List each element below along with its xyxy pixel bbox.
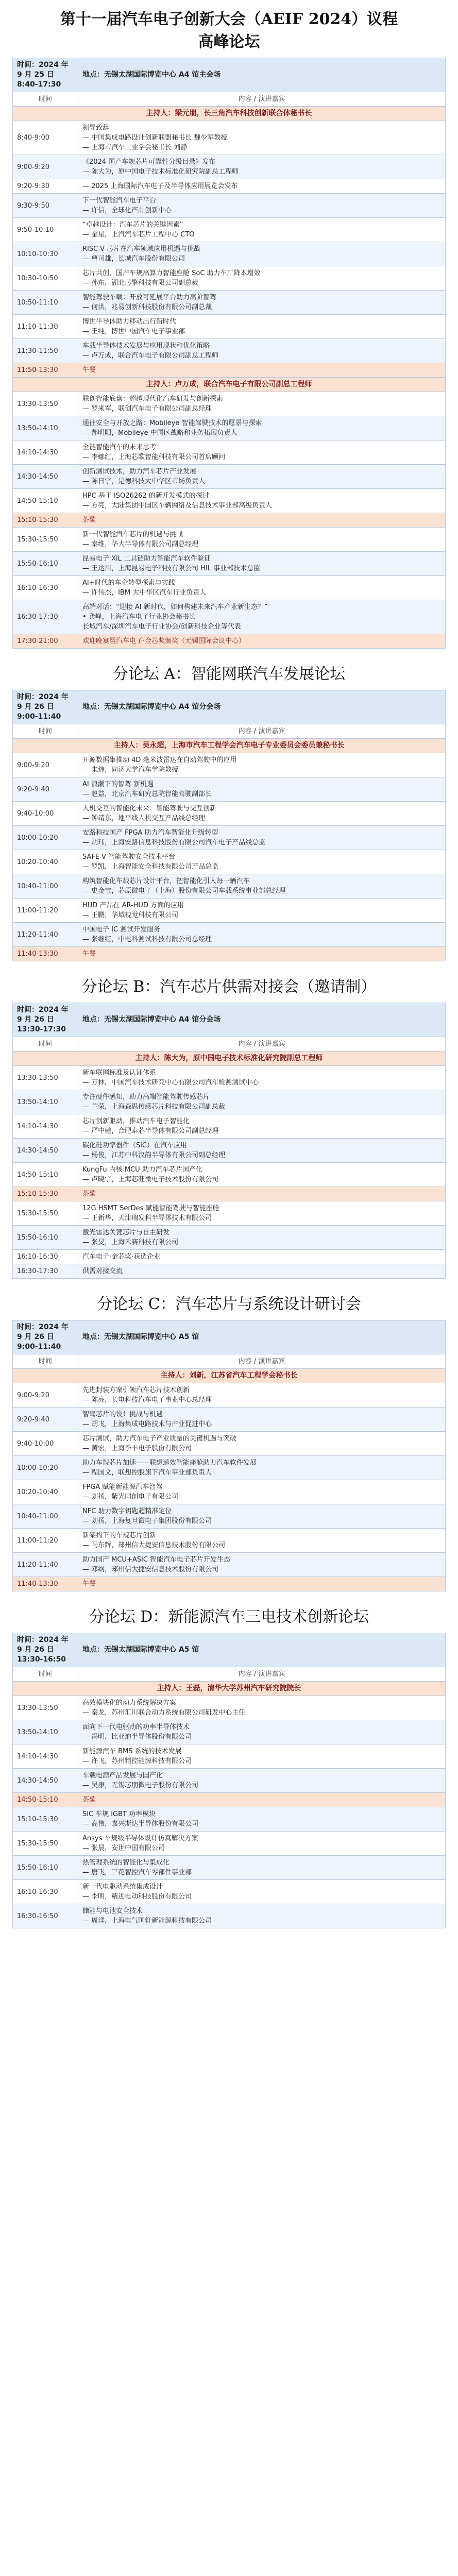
agenda-content: 智能驾驶车载：开放可延展平台助力高阶智驾 — 何洪，兆易创新科技股份有限公司副总裁 xyxy=(78,291,446,315)
forum-b-location: 地点：无锡太湖国际博览中心 A4 馆分会场 xyxy=(78,1003,446,1037)
agenda-time: 13:50-14:10 xyxy=(13,416,78,440)
agenda-row xyxy=(13,1856,446,1880)
agenda-row xyxy=(13,242,446,266)
forum-a-title xyxy=(12,663,446,686)
agenda-row xyxy=(13,1432,446,1456)
agenda-row xyxy=(13,1408,446,1432)
agenda-content: RISC-V 芯片在汽车领域应用机遇与挑战 — 曹可雄，长城汽车股份有限公司 xyxy=(78,242,446,266)
forum-d-host: 主持人：王磊，清华大学苏州汽车研究院院长 xyxy=(13,1682,446,1696)
main-time: 时间：2024 年 9 月 25 日 8:40-17:30 xyxy=(13,58,78,92)
agenda-row xyxy=(13,1114,446,1139)
agenda-content: 人机交互的智能化未来：智能驾驶与交互创新 — 钟靖东，地平线人机交互产品线总经理 xyxy=(78,802,446,826)
session-host: 主持人：梁元朋，长三角汽车科技创新联合体秘书长 xyxy=(13,107,446,121)
agenda-time: 16:30-17:30 xyxy=(13,1264,78,1279)
agenda-time: 10:50-11:10 xyxy=(13,291,78,315)
agenda-row xyxy=(13,1744,446,1769)
col-content-header: 内容 / 演讲嘉宾 xyxy=(78,1667,446,1682)
agenda-row xyxy=(13,179,446,194)
forum-c-prefix: 分论坛 C： xyxy=(97,1295,176,1313)
agenda-content: 供需对接交流 xyxy=(78,1264,446,1279)
agenda-row xyxy=(13,1529,446,1553)
agenda-content: AI 浪潮下的智驾 新机遇 — 赵益，北京汽车研究总院智能驾驶副部长 xyxy=(78,777,446,802)
agenda-row xyxy=(13,1250,446,1264)
agenda-time: 16:30-16:50 xyxy=(13,1904,78,1928)
agenda-row xyxy=(13,1480,446,1504)
agenda-content: 芯片测试，助力汽车电子产业质量的关键机遇与突破 — 黄宏，上海季丰电子股份有限公司 xyxy=(78,1432,446,1456)
agenda-content: 昆易电子 XiL 工具链助力智能汽车软件验证 — 王达川，上海昆易电子科技有限公司 HIL 事业部技术总监 xyxy=(78,552,446,576)
agenda-content: 车载电源产品发展与国产化 — 吴康，无锡芯朋微电子股份有限公司 xyxy=(78,1769,446,1793)
agenda-row xyxy=(13,416,446,440)
agenda-time: 15:50-16:10 xyxy=(13,1226,78,1250)
agenda-row xyxy=(13,552,446,576)
agenda-row xyxy=(13,1456,446,1480)
agenda-row xyxy=(13,874,446,899)
forum-b-title xyxy=(12,976,446,998)
agenda-row xyxy=(13,465,446,489)
agenda-row xyxy=(13,218,446,242)
agenda-content: 激光雷达关键芯片与自主研发 — 张旻，上海禾赛科技有限公司 xyxy=(78,1226,446,1250)
agenda-time: 15:10-15:30 xyxy=(13,513,78,528)
agenda-content: 创新测试技术，助力汽车芯片产业发展 — 陈日宇，是德科技大中华区市场负责人 xyxy=(78,465,446,489)
col-time-header: 时间 xyxy=(13,724,78,739)
agenda-content: 新一代电驱动系统集成设计 — 李明，精进电动科技股份有限公司 xyxy=(78,1880,446,1904)
forum-b-name: 汽车芯片供需对接会（邀请制） xyxy=(160,978,377,996)
agenda-content: SiC 车规 IGBT 功率模块 — 高伟，嘉兴斯达半导体股份有限公司 xyxy=(78,1807,446,1832)
session-host: 主持人：卢万成，联合汽车电子有限公司副总工程师 xyxy=(13,378,446,392)
agenda-time: 16:10-16:30 xyxy=(13,576,78,600)
agenda-time: 14:30-14:50 xyxy=(13,465,78,489)
agenda-time: 16:10-16:30 xyxy=(13,1250,78,1264)
agenda-row xyxy=(13,1720,446,1744)
break-row xyxy=(13,634,446,649)
agenda-content: 联创智能底盘：超越现代化汽车研发与创新探索 — 罗来军，联创汽车电子有限公司副总经理 xyxy=(78,392,446,416)
agenda-content: 下一代智能汽车电子平台 — 许信，全球化产品创新中心 xyxy=(78,194,446,218)
forum-c-title xyxy=(12,1293,446,1316)
agenda-content: 午餐 xyxy=(78,947,446,961)
agenda-content: 新能源汽车 BMS 系统的技术发展 — 许飞，苏州精控能源科技有限公司 xyxy=(78,1744,446,1769)
agenda-content: KungFu 内核 MCU 助力汽车芯片国产化 — 卢晓宇，上海芯旺微电子技术股份有限公司 xyxy=(78,1163,446,1187)
agenda-content: 碳化硅功率器件（SiC）在汽车应用 — 杨俊，江苏中科汉韵半导体有限公司副总经理 xyxy=(78,1139,446,1163)
agenda-time: 9:00-9:20 xyxy=(13,1383,78,1408)
agenda-row xyxy=(13,266,446,291)
agenda-content: 芯片共创，国产车规高算力智能座舱 SoC 助力车厂降本增效 — 孙东，湖北芯擎科技有限公司副总裁 xyxy=(78,266,446,291)
agenda-content: Ansys 车规级半导体设计仿真解决方案 — 张晨，安世中国有限公司 xyxy=(78,1832,446,1856)
agenda-content: 高端对话：“迎接 AI 新时代，如何构建未来汽车产业新生态？” • 龚峰，上海汽车电子行业协会秘书长 长城汽车/深圳汽车电子行业协会/创新科技企业等代表 xyxy=(78,600,446,634)
agenda-row xyxy=(13,339,446,363)
agenda-row xyxy=(13,1553,446,1577)
agenda-row xyxy=(13,291,446,315)
forum-b-table xyxy=(12,1003,446,1279)
agenda-time: 9:20-9:40 xyxy=(13,1408,78,1432)
agenda-time: 11:30-11:50 xyxy=(13,339,78,363)
forum-c-table xyxy=(12,1320,446,1591)
col-time-header: 时间 xyxy=(13,92,78,107)
agenda-content: 汽车电子·金芯奖·获选企业 xyxy=(78,1250,446,1264)
agenda-row xyxy=(13,1383,446,1408)
agenda-content: 助力车规芯片加速——联想速效智能座舱助力汽车软件发展 — 程国文，联想控股旗下汽车事业部负责人 xyxy=(78,1456,446,1480)
agenda-time: 10:20-10:40 xyxy=(13,850,78,874)
break-row xyxy=(13,513,446,528)
agenda-time: 13:30-13:50 xyxy=(13,1696,78,1720)
agenda-time: 9:20-9:30 xyxy=(13,179,78,194)
agenda-row xyxy=(13,121,446,155)
agenda-time: 10:00-10:20 xyxy=(13,826,78,850)
break-row xyxy=(13,1577,446,1591)
agenda-row xyxy=(13,1832,446,1856)
agenda-row xyxy=(13,1264,446,1279)
agenda-row xyxy=(13,1066,446,1090)
col-content-header: 内容 / 演讲嘉宾 xyxy=(78,1354,446,1369)
agenda-time: 11:40-13:30 xyxy=(13,947,78,961)
agenda-time: 9:00-9:20 xyxy=(13,155,78,179)
agenda-time: 13:50-14:10 xyxy=(13,1090,78,1114)
agenda-row xyxy=(13,1226,446,1250)
agenda-content: 茶歇 xyxy=(78,513,446,528)
break-row xyxy=(13,363,446,378)
agenda-time: 11:00-11:20 xyxy=(13,899,78,923)
forum-d-time: 时间：2024 年 9 月 26 日 13:30-16:50 xyxy=(13,1633,78,1667)
agenda-time: 17:30-21:00 xyxy=(13,634,78,649)
forum-d-title xyxy=(12,1606,446,1629)
agenda-time: 15:30-15:50 xyxy=(13,1201,78,1226)
main-agenda-table xyxy=(12,58,446,649)
agenda-time: 11:00-11:20 xyxy=(13,1529,78,1553)
agenda-time: 14:30-14:50 xyxy=(13,1769,78,1793)
forum-c-name: 汽车芯片与系统设计研讨会 xyxy=(175,1295,361,1313)
agenda-time: 14:50-15:10 xyxy=(13,1163,78,1187)
agenda-row xyxy=(13,600,446,634)
agenda-row xyxy=(13,899,446,923)
agenda-content: 新一代智能汽车芯片的机遇与挑战 — 秦维，华大半导体有限公司副总经理 xyxy=(78,528,446,552)
agenda-row xyxy=(13,1696,446,1720)
forum-b-time: 时间：2024 年 9 月 26 日 13:30-17:30 xyxy=(13,1003,78,1037)
agenda-time: 10:40-11:00 xyxy=(13,874,78,899)
agenda-time: 13:30-13:50 xyxy=(13,1066,78,1090)
agenda-time: 11:40-13:30 xyxy=(13,1577,78,1591)
agenda-time: 15:30-15:50 xyxy=(13,1832,78,1856)
agenda-row xyxy=(13,802,446,826)
session-host-row xyxy=(13,378,446,392)
forum-a-location: 地点：无锡太湖国际博览中心 A4 馆分会场 xyxy=(78,690,446,724)
agenda-content: HUD 产品在 AR-HUD 方面的应用 — 王鹏，华域视觉科技有限公司 xyxy=(78,899,446,923)
forum-d-prefix: 分论坛 D： xyxy=(89,1608,168,1626)
agenda-time: 15:10-15:30 xyxy=(13,1807,78,1832)
agenda-time: 10:20-10:40 xyxy=(13,1480,78,1504)
agenda-content: 午餐 xyxy=(78,1577,446,1591)
forum-b-prefix: 分论坛 B： xyxy=(81,978,160,996)
agenda-time: 16:30-17:30 xyxy=(13,600,78,634)
forum-c-time: 时间：2024 年 9 月 26 日 9:00-11:40 xyxy=(13,1320,78,1354)
agenda-content: HPC 基于 ISO26262 的新开发模式的探讨 — 方亮，大陆集团中国区车辆网络及信息技术事业部高级负责人 xyxy=(78,489,446,513)
agenda-row xyxy=(13,1807,446,1832)
agenda-time: 10:00-10:20 xyxy=(13,1456,78,1480)
agenda-row xyxy=(13,1139,446,1163)
col-content-header: 内容 / 演讲嘉宾 xyxy=(78,1037,446,1052)
col-content-header: 内容 / 演讲嘉宾 xyxy=(78,92,446,107)
agenda-content: — 2025 上海国际汽车电子及半导体应用展览会发布 xyxy=(78,179,446,194)
agenda-content: 热管理系统的智能化与集成化 — 唐飞，三花智控汽车零部件事业部 xyxy=(78,1856,446,1880)
agenda-time: 10:30-10:50 xyxy=(13,266,78,291)
forum-d-name: 新能源汽车三电技术创新论坛 xyxy=(168,1608,369,1626)
agenda-content: NFC 助力数字钥匙超精准定位 — 刘扬，上海复旦微电子集团股份有限公司 xyxy=(78,1504,446,1529)
agenda-time: 10:40-11:00 xyxy=(13,1504,78,1529)
agenda-time: 11:10-11:30 xyxy=(13,315,78,339)
agenda-content: 高效模块化的动力系统解决方案 — 秦龙，苏州汇川联合动力系统有限公司研发中心主任 xyxy=(78,1696,446,1720)
forum-a-time: 时间：2024 年 9 月 26 日 9:00-11:40 xyxy=(13,690,78,724)
agenda-time: 9:40-10:00 xyxy=(13,802,78,826)
agenda-content: SAFE-V 智能驾驶安全技术平台 — 罗凯，上海智能安全科技有限公司产品总监 xyxy=(78,850,446,874)
agenda-row xyxy=(13,1769,446,1793)
agenda-content: FPGA 赋能新能源汽车智驾 — 刘扬，紫光同创电子有限公司 xyxy=(78,1480,446,1504)
agenda-time: 14:10-14:30 xyxy=(13,1744,78,1769)
forum-c-location: 地点：无锡太湖国际博览中心 A5 馆 xyxy=(78,1320,446,1354)
agenda-content: 助力国产 MCU+ASIC 智能汽车电子芯片开发生态 — 邓纲，郑州信大捷安信息技术股份有限公司 xyxy=(78,1553,446,1577)
agenda-time: 11:20-11:40 xyxy=(13,1553,78,1577)
agenda-row xyxy=(13,1880,446,1904)
agenda-time: 13:30-13:50 xyxy=(13,392,78,416)
agenda-row xyxy=(13,1904,446,1928)
col-content-header: 内容 / 演讲嘉宾 xyxy=(78,724,446,739)
forum-d-location: 地点：无锡太湖国际博览中心 A5 馆 xyxy=(78,1633,446,1667)
agenda-time: 8:40-9:00 xyxy=(13,121,78,155)
agenda-row xyxy=(13,1163,446,1187)
agenda-content: 储能与电池安全技术 — 周洋，上海电气国轩新能源科技有限公司 xyxy=(78,1904,446,1928)
agenda-row xyxy=(13,826,446,850)
forum-b-host: 主持人：陈大为，原中国电子技术标准化研究院副总工程师 xyxy=(13,1052,446,1066)
agenda-content: “卓越设计：汽车芯片的关键因素” — 金星，上汽汽车芯片工程中心 CTO xyxy=(78,218,446,242)
agenda-time: 15:50-16:10 xyxy=(13,552,78,576)
agenda-row xyxy=(13,1090,446,1114)
agenda-time: 13:50-14:10 xyxy=(13,1720,78,1744)
agenda-time: 14:50-15:10 xyxy=(13,489,78,513)
forum-a-name: 智能网联汽车发展论坛 xyxy=(191,665,346,683)
agenda-content: 先进封装方案引领汽车芯片技术创新 — 陈亮，长电科技汽车电子事业中心总经理 xyxy=(78,1383,446,1408)
agenda-row xyxy=(13,777,446,802)
forum-d-table xyxy=(12,1633,446,1928)
agenda-content: AI+时代的车企转型探索与实践 — 许伟杰，IBM 大中华区汽车行业负责人 xyxy=(78,576,446,600)
agenda-row xyxy=(13,576,446,600)
forum-a-prefix: 分论坛 A： xyxy=(112,665,191,683)
agenda-content: 专注硬件感知，助力高端智能驾驶传感芯片 — 兰荣，上海森思传感芯片科技有限公司副总裁 xyxy=(78,1090,446,1114)
agenda-row xyxy=(13,753,446,777)
agenda-content: 茶歇 xyxy=(78,1793,446,1807)
agenda-time: 14:10-14:30 xyxy=(13,1114,78,1139)
agenda-content: 全链智能汽车的未来思考 — 李娜红，上海芯歌智能科技有限公司首席顾问 xyxy=(78,440,446,465)
agenda-content: 午餐 xyxy=(78,363,446,378)
agenda-content: 12G HSMT SerDes 赋能智能驾驶与智能座舱 — 王新华，天津瑞发科半导体技术有限公司 xyxy=(78,1201,446,1226)
agenda-content: 中国电子 IC 测试开发服务 — 张继红，中电科测试科技有限公司总经理 xyxy=(78,923,446,947)
agenda-content: 欢迎晚宴暨汽车电子·金芯奖颁奖（无锡国际会议中心） xyxy=(78,634,446,649)
agenda-time: 9:20-9:40 xyxy=(13,777,78,802)
agenda-time: 14:10-14:30 xyxy=(13,440,78,465)
main-location: 地点：无锡太湖国际博览中心 A4 馆主会场 xyxy=(78,58,446,92)
agenda-content: 新架构下的车规芯片创新 — 马东辉，郑州信大捷安信息技术股份有限公司 xyxy=(78,1529,446,1553)
agenda-content: 新车联网标准及认证体系 — 万林，中国汽车技术研究中心有限公司汽车检测测试中心 xyxy=(78,1066,446,1090)
agenda-row xyxy=(13,392,446,416)
agenda-row xyxy=(13,489,446,513)
agenda-time: 11:50-13:30 xyxy=(13,363,78,378)
forum-a-host: 主持人：吴永超，上海市汽车工程学会汽车电子专业委员会委员兼秘书长 xyxy=(13,739,446,753)
agenda-content: 构筑智能化车载芯片设计平台，把智能化引入每一辆汽车 — 史金宝，芯原微电子（上海）股份有限公司车载系统事业部总经理 xyxy=(78,874,446,899)
agenda-content: 开源数据集推动 4D 毫米波雷达在自动驾驶中的应用 — 朱炜，同济大学汽车学院教授 xyxy=(78,753,446,777)
agenda-time: 9:40-10:00 xyxy=(13,1432,78,1456)
agenda-content: 芯片创新驱动，推动汽车电子智能化 — 严中驰，合肥泰芯半导体有限公司副总经理 xyxy=(78,1114,446,1139)
agenda-content: 领导致辞 — 中国集成电路设计创新联盟秘书长 魏少军教授 — 上海市汽车工业学会秘书长 刘静 xyxy=(78,121,446,155)
break-row xyxy=(13,947,446,961)
agenda-content: 通往安全与开放之路：Mobileye 智能驾驶技术的愿景与探索 — 郝明阳，Mobileye 中国区战略和业务拓展负责人 xyxy=(78,416,446,440)
agenda-time: 10:10-10:30 xyxy=(13,242,78,266)
agenda-row xyxy=(13,194,446,218)
agenda-content: 面向下一代电驱动的功率半导体技术 — 冯明，比亚迪半导体股份有限公司 xyxy=(78,1720,446,1744)
agenda-row xyxy=(13,1504,446,1529)
agenda-time: 11:20-11:40 xyxy=(13,923,78,947)
agenda-content: 车载半导体技术发展与应用现状和优化策略 — 卢万成，联合汽车电子有限公司副总工程师 xyxy=(78,339,446,363)
agenda-row xyxy=(13,1201,446,1226)
col-time-header: 时间 xyxy=(13,1354,78,1369)
break-row xyxy=(13,1793,446,1807)
page-title xyxy=(12,0,446,54)
agenda-content: 《2024 国产车规芯片可靠性分级目录》发布 — 陈大为，原中国电子技术标准化研究院副总工程师 xyxy=(78,155,446,179)
page-title-line2: 高峰论坛 xyxy=(198,33,260,51)
agenda-time: 15:10-15:30 xyxy=(13,1187,78,1201)
break-row xyxy=(13,1187,446,1201)
forum-a-table xyxy=(12,690,446,961)
forum-c-host: 主持人：刘新，江苏省汽车工程学会秘书长 xyxy=(13,1369,446,1383)
agenda-time: 15:50-16:10 xyxy=(13,1856,78,1880)
agenda-time: 16:10-16:30 xyxy=(13,1880,78,1904)
agenda-time: 9:30-9:50 xyxy=(13,194,78,218)
agenda-row xyxy=(13,528,446,552)
page-title-line1: 第十一届汽车电子创新大会（AEIF 2024）议程 xyxy=(60,10,398,28)
agenda-time: 14:30-14:50 xyxy=(13,1139,78,1163)
col-time-header: 时间 xyxy=(13,1037,78,1052)
agenda-content: 智驾芯片的设计挑战与机遇 — 胡飞，上海集成电路技术与产业促进中心 xyxy=(78,1408,446,1432)
agenda-time: 9:00-9:20 xyxy=(13,753,78,777)
agenda-row xyxy=(13,315,446,339)
agenda-row xyxy=(13,440,446,465)
agenda-time: 9:50-10:10 xyxy=(13,218,78,242)
agenda-row xyxy=(13,155,446,179)
agenda-row xyxy=(13,850,446,874)
col-time-header: 时间 xyxy=(13,1667,78,1682)
session-host-row xyxy=(13,107,446,121)
agenda-content: 茶歇 xyxy=(78,1187,446,1201)
agenda-row xyxy=(13,923,446,947)
agenda-content: 博世半导体助力移动出行新时代 — 王纯，博世中国汽车电子事业部 xyxy=(78,315,446,339)
agenda-content: 安路科技国产 FPGA 助力汽车智能化升级转型 — 胡玮，上海安路信息科技股份有限公司汽车电子产品线总监 xyxy=(78,826,446,850)
agenda-time: 15:30-15:50 xyxy=(13,528,78,552)
agenda-time: 14:50-15:10 xyxy=(13,1793,78,1807)
